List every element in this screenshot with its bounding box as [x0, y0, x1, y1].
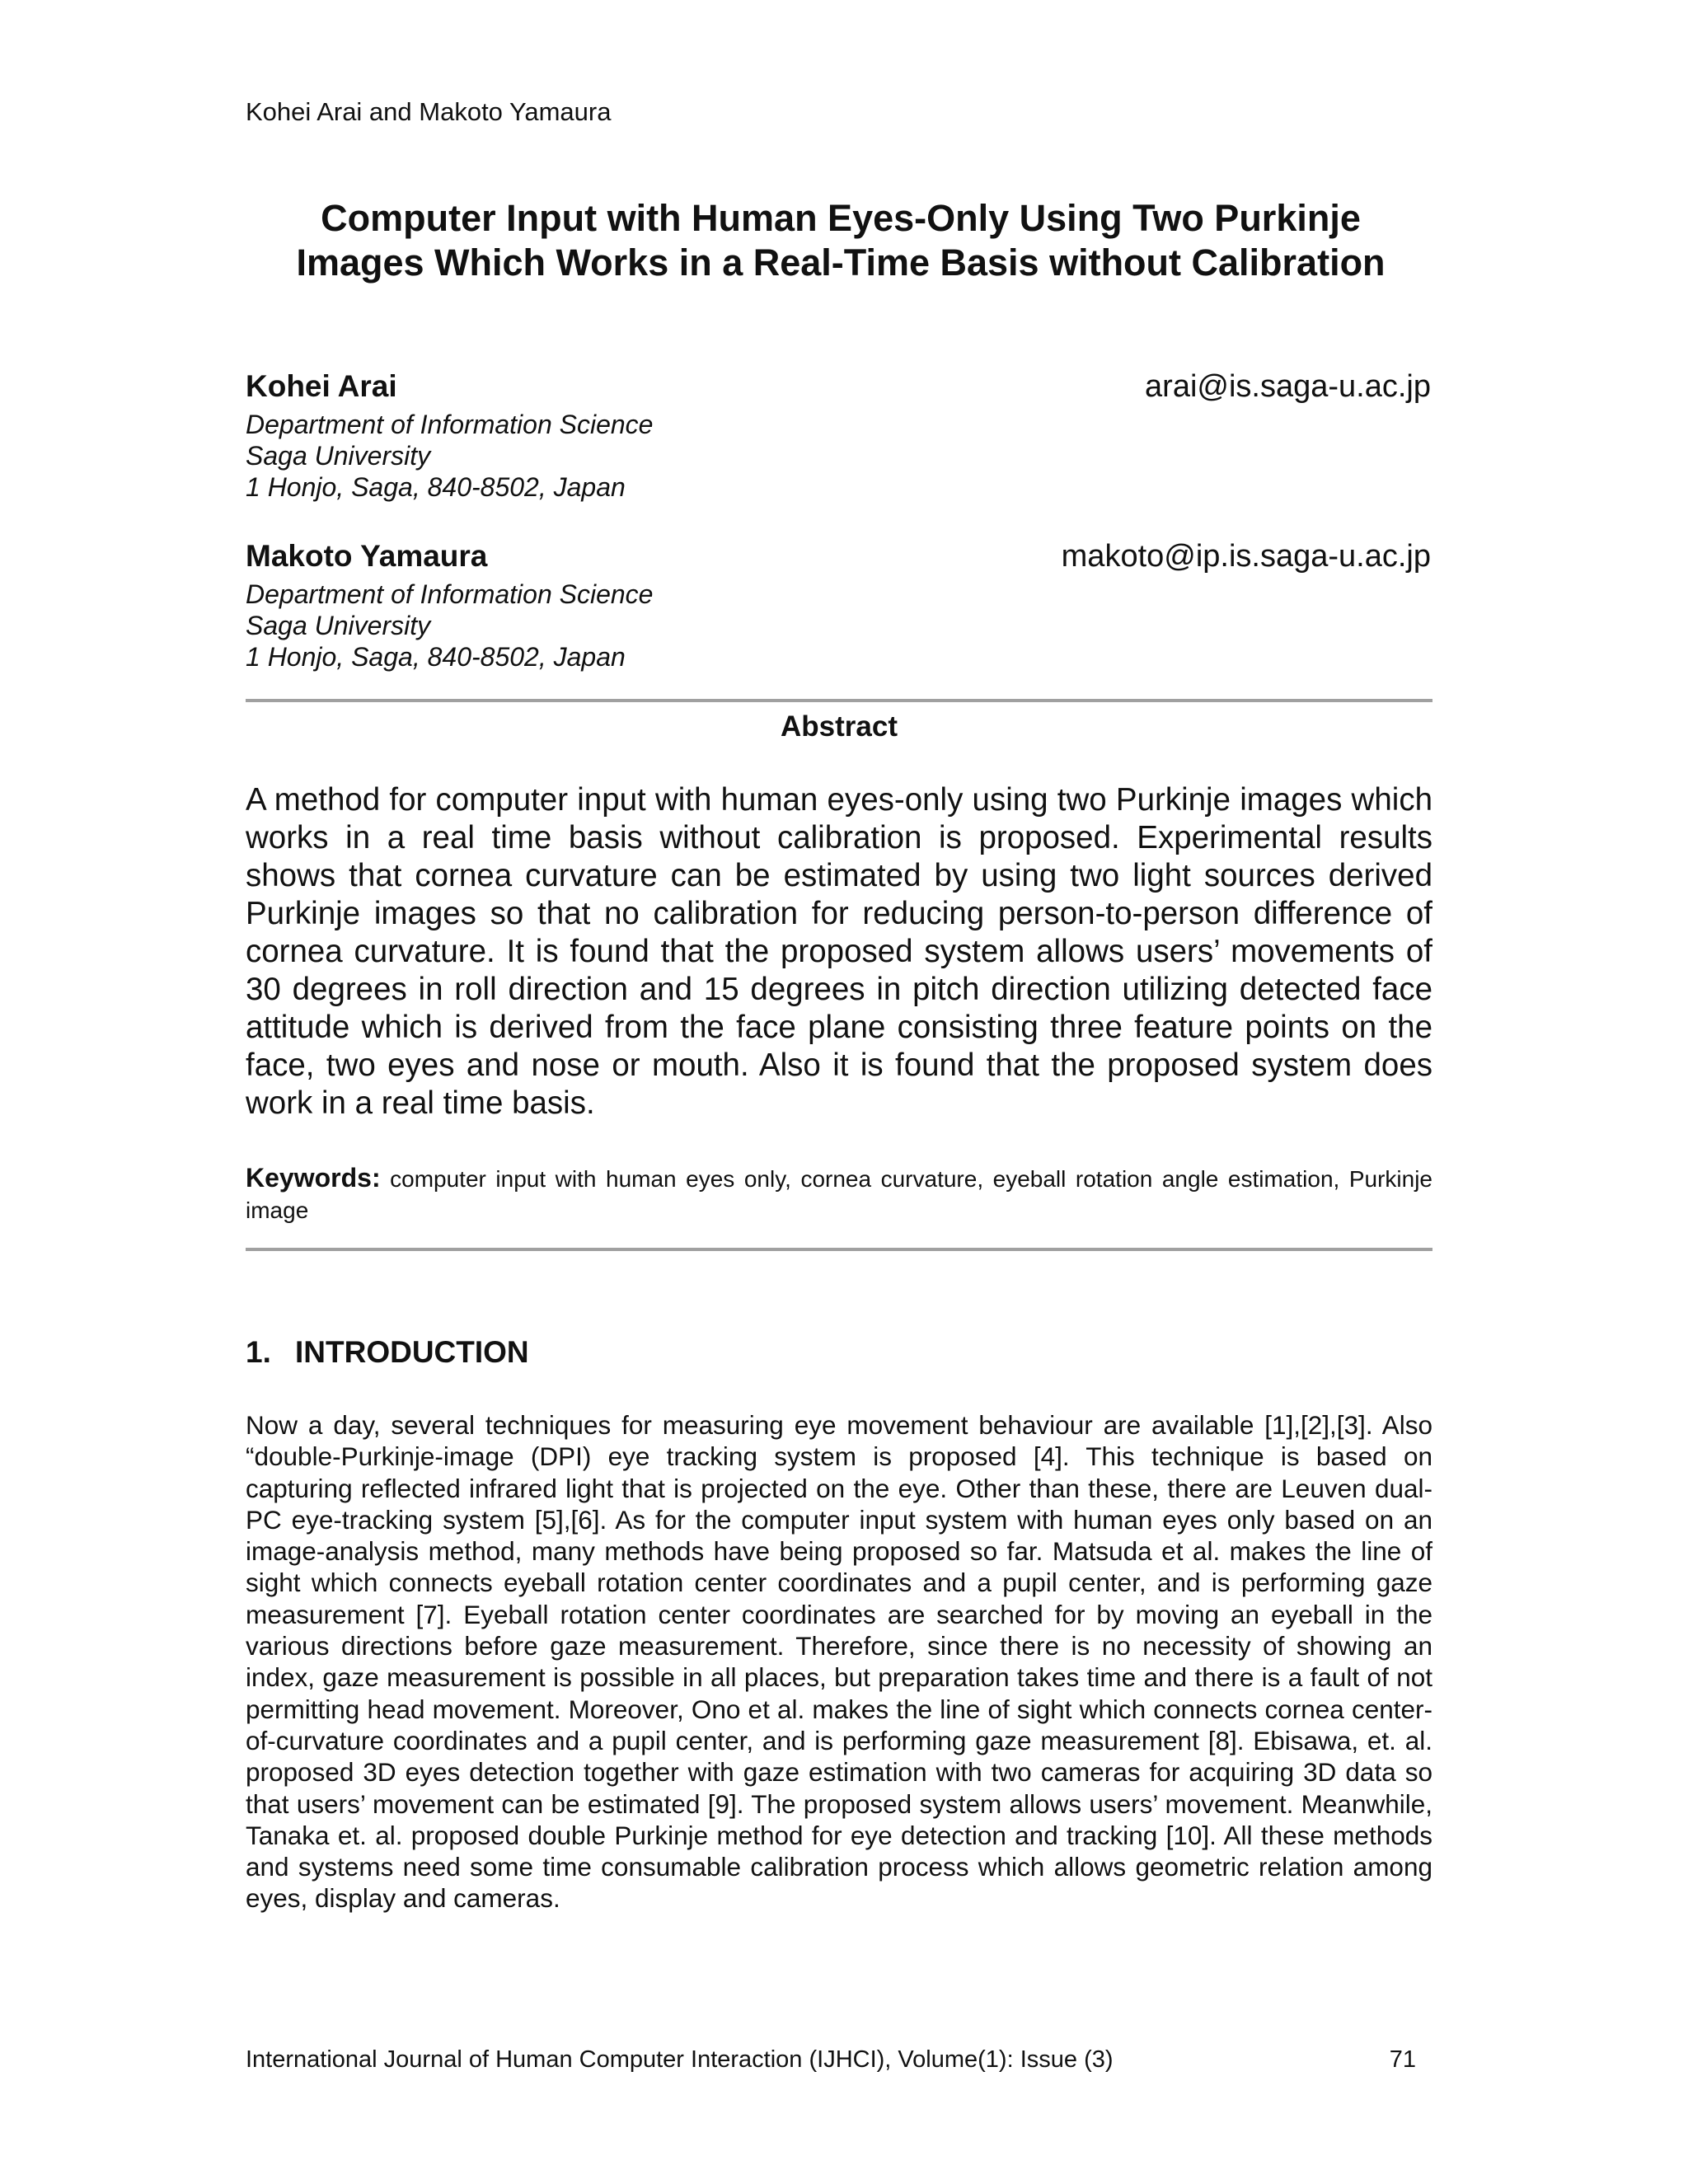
- paper-title: [198, 196, 1484, 285]
- author-affiliation-2: [246, 579, 653, 673]
- author-address-2: 1 Honjo, Saga, 840-8502, Japan: [246, 642, 626, 672]
- author-department-1: Department of Information Science: [246, 410, 654, 439]
- author-department-2: Department of Information Science: [246, 579, 654, 609]
- section-heading-introduction: [246, 1335, 529, 1370]
- author-email-1[interactable]: arai@is.saga-u.ac.jp: [1145, 369, 1431, 404]
- title-line-1: Computer Input with Human Eyes-Only Using Two Purkinje: [321, 197, 1361, 239]
- section-number: 1.: [246, 1335, 271, 1369]
- author-university-1: Saga University: [246, 441, 431, 471]
- section-title: INTRODUCTION: [295, 1335, 529, 1369]
- author-address-1: 1 Honjo, Saga, 840-8502, Japan: [246, 472, 626, 502]
- keywords: [246, 1162, 1432, 1226]
- author-email-2[interactable]: makoto@ip.is.saga-u.ac.jp: [1061, 539, 1431, 574]
- author-affiliation-1: [246, 409, 653, 503]
- running-head: Kohei Arai and Makoto Yamaura: [246, 97, 612, 126]
- title-line-2: Images Which Works in a Real-Time Basis without Calibration: [296, 241, 1386, 284]
- divider-top: [246, 699, 1432, 702]
- page-footer: [246, 2046, 1416, 2074]
- abstract-heading: Abstract: [781, 710, 898, 743]
- author-name-1: Kohei Arai: [246, 369, 397, 403]
- keywords-text: computer input with human eyes only, cornea curvature, eyeball rotation angle estimation, Purkinje image: [246, 1166, 1432, 1223]
- author-name-2: Makoto Yamaura: [246, 539, 488, 573]
- introduction-body: Now a day, several techniques for measuring eye movement behaviour are available [1],[2],[3]. Also “double-Purkinje-image (DPI) eye tracking system is proposed [4]. This technique is based on capturing reflected infrared light that is projected on the eye. Other than these, there are Leuven dual-PC eye-tracking system [5],[6]. As for the computer input system with human eyes only based on an image-analysis method, many methods have being proposed so far. Matsuda et al. makes the line of sight which connects eyeball rotation center coordinates and a pupil center, and is performing gaze measurement [7]. Eyeball rotation center coordinates are searched for by moving an eyeball in the various directions before gaze measurement. Therefore, since there is no necessity of showing an index, gaze measurement is possible in all places, but preparation takes time and there is a fault of not permitting head movement. Moreover, Ono et al. makes the line of sight which connects cornea center-of-curvature coordinates and a pupil center, and is performing gaze measurement [8]. Ebisawa, et. al. proposed 3D eyes detection together with gaze estimation with two cameras for acquiring 3D data so that users’ movement can be estimated [9]. The proposed system allows users’ movement. Meanwhile, Tanaka et. al. proposed double Purkinje method for eye detection and tracking [10]. All these methods and systems need some time consumable calibration process which allows geometric relation among eyes, display and cameras.: [246, 1410, 1432, 1914]
- keywords-label: Keywords:: [246, 1163, 381, 1193]
- abstract-body: A method for computer input with human eyes-only using two Purkinje images which works in a real time basis without calibration is proposed. Experimental results shows that cornea curvature can be estimated by using two light sources derived Purkinje images so that no calibration for reducing person-to-person difference of cornea curvature. It is found that the proposed system allows users’ movements of 30 degrees in roll direction and 15 degrees in pitch direction utilizing detected face attitude which is derived from the face plane consisting three feature points on the face, two eyes and nose or mouth. Also it is found that the proposed system does work in a real time basis.: [246, 782, 1432, 1121]
- page-number: 71: [1389, 2046, 1416, 2073]
- author-university-2: Saga University: [246, 611, 431, 640]
- footer-journal: International Journal of Human Computer Interaction (IJHCI), Volume(1): Issue (3): [246, 2046, 1114, 2073]
- divider-bottom: [246, 1248, 1432, 1251]
